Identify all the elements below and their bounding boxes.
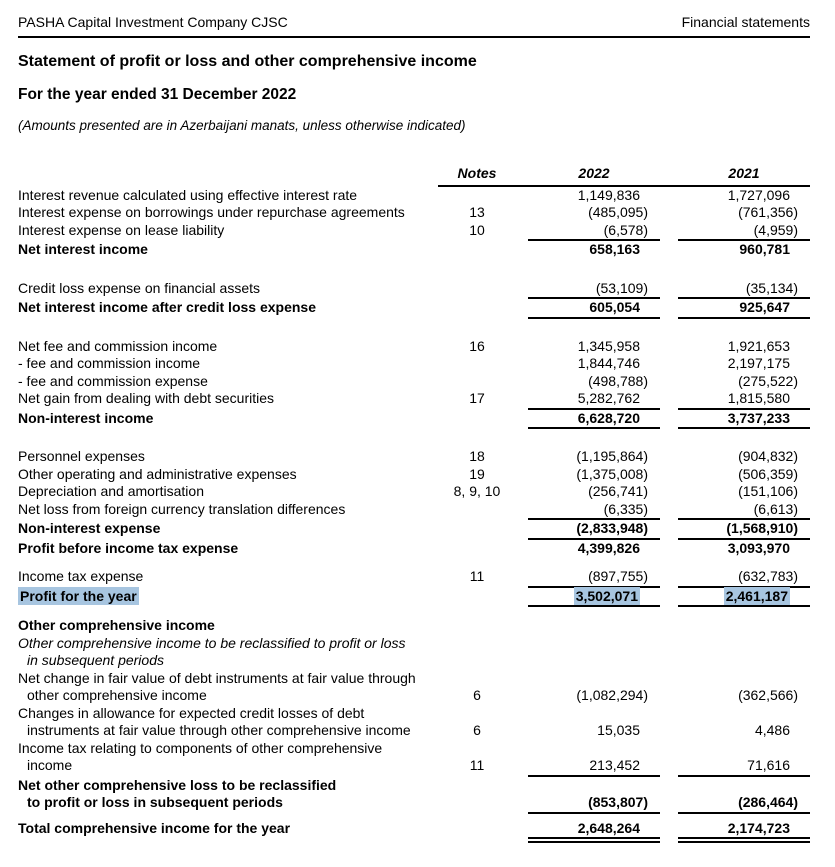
table-body [18,187,810,844]
value-2021 [678,338,810,356]
table-row [18,722,810,740]
table-row [18,617,810,635]
value-text: 1,149,836 [577,186,640,203]
table-row [18,222,810,242]
row-note: 6 [473,687,481,703]
value-text: (853,807) [588,794,648,810]
table-row [18,410,810,430]
value-text: (761,356) [738,204,798,220]
row-label-text: Interest expense on borrowings under repurchase agreements [18,204,405,220]
value-2021 [678,520,810,540]
row-label-text: Net loss from foreign currency translation differences [18,500,346,517]
value-2022 [528,390,660,410]
currency-note: (Amounts presented are in Azerbaijani manats, unless otherwise indicated) [18,118,466,133]
table-row [18,568,810,588]
row-label [18,410,438,428]
value-2022 [528,794,660,814]
value-text: 2,648,264 [577,819,640,836]
row-label-text: Other comprehensive income [18,617,215,633]
row-label-text: Other operating and administrative expenses [18,465,297,482]
value-2022 [528,520,660,540]
value-2022 [528,204,660,222]
value-2021 [678,187,810,205]
value-2022 [528,588,660,608]
row-label [18,588,438,606]
row-label-text: Income tax relating to components of other comprehensive [18,739,383,756]
value-text: (506,359) [738,465,798,482]
value-text: 1,921,653 [727,337,790,354]
value-text: 71,616 [747,757,790,773]
table-row [18,299,810,319]
value-text: 2,197,175 [727,355,790,371]
value-2022 [528,483,660,501]
company-name: PASHA Capital Investment Company CJSC [18,14,288,30]
table-row [18,820,810,844]
row-label-text: Income tax expense [18,568,144,584]
value-2021 [678,687,810,705]
value-2021 [678,568,810,588]
table-row [18,687,810,705]
row-label [18,722,438,740]
table-row [18,652,810,670]
value-text: (498,788) [588,372,648,389]
section-spacer [18,259,810,280]
row-label [18,373,438,391]
table-row [18,794,810,814]
row-label-text: to profit or loss in subsequent periods [27,794,283,810]
value-2021 [678,757,810,777]
value-2022 [528,568,660,588]
statement-period: For the year ended 31 December 2022 [18,86,297,103]
row-note: 8, 9, 10 [453,483,501,499]
row-label [18,617,438,635]
row-label-text: - fee and commission expense [18,372,208,389]
section-spacer [18,557,810,568]
row-label-text: Interest expense on lease liability [18,221,225,238]
value-text: 658,163 [589,241,640,257]
table-row [18,757,810,777]
value-text: 960,781 [739,241,790,257]
row-label [18,740,438,758]
financial-statement-table [18,165,810,843]
row-label-text: Net gain from dealing with debt securities [18,390,275,406]
row-label [18,652,438,670]
row-label [18,635,438,653]
table-row [18,280,810,300]
value-2021 [678,483,810,501]
table-row [18,373,810,391]
row-label-text: Net fee and commission income [18,337,218,354]
value-2021 [678,222,810,242]
value-text: (6,613) [753,500,798,517]
row-label [18,501,438,519]
value-text: (904,832) [738,448,798,464]
value-text: (1,568,910) [726,520,798,536]
row-label [18,820,438,838]
row-label [18,241,438,259]
row-label [18,568,438,586]
table-row [18,390,810,410]
row-label [18,204,438,222]
value-text: (53,109) [595,279,648,296]
row-note: 18 [469,448,485,464]
value-text: 3,502,071 [575,587,638,604]
row-note: 6 [473,722,481,738]
row-label [18,777,438,795]
value-text: (256,741) [588,483,648,499]
value-2021 [678,204,810,222]
table-row [18,355,810,373]
column-header-2022: 2022 [578,165,610,181]
table-row [18,540,810,558]
row-note: 16 [469,337,485,354]
row-label [18,670,438,688]
row-label-text: Interest revenue calculated using effective interest rate [18,186,358,203]
value-2022 [528,222,660,242]
row-label-text: Net other comprehensive loss to be reclassified [18,776,337,793]
value-text: (286,464) [738,794,798,810]
section-spacer [18,319,810,338]
row-label [18,540,438,558]
value-2022 [528,241,660,259]
row-label-text: Profit before income tax expense [18,539,239,556]
value-text: 1,815,580 [727,390,790,406]
value-text: 605,054 [589,299,640,315]
row-label-text: Changes in allowance for expected credit losses of debt [18,704,365,721]
value-text: 2,174,723 [727,819,790,836]
row-label-text: Other comprehensive income to be reclassified to profit or loss [18,634,406,651]
table-row [18,777,810,795]
value-2021 [678,390,810,410]
document-type: Financial statements [681,14,810,30]
value-2021 [678,280,810,300]
table-row [18,187,810,205]
row-label-text: Total comprehensive income for the year [18,819,291,836]
row-label [18,466,438,484]
value-2021 [678,241,810,259]
value-2021 [678,299,810,319]
value-2022 [528,466,660,484]
value-2021 [678,373,810,391]
row-note: 10 [469,221,485,238]
row-label-text: instruments at fair value through other comprehensive income [27,722,411,738]
table-row [18,448,810,466]
table-row [18,501,810,521]
row-label [18,794,438,812]
value-2022 [528,187,660,205]
value-text: 1,727,096 [727,186,790,203]
value-text: (1,082,294) [576,687,648,703]
row-label [18,299,438,317]
table-row [18,670,810,688]
value-2022 [528,501,660,521]
value-2022 [528,540,660,558]
column-header-notes: Notes [457,165,497,181]
row-label [18,390,438,408]
value-2022 [528,757,660,777]
value-text: 3,737,233 [727,409,790,426]
value-text: 2,461,187 [725,587,788,604]
value-2022 [528,355,660,373]
row-label [18,448,438,466]
value-2021 [678,722,810,740]
value-text: (2,833,948) [576,520,648,536]
value-text: (632,783) [738,568,798,584]
value-text: (1,375,008) [576,465,648,482]
row-label [18,355,438,373]
value-text: (275,522) [738,372,798,389]
value-text: (897,755) [588,568,648,584]
table-row [18,635,810,653]
row-label [18,280,438,298]
value-2022 [528,687,660,705]
row-label [18,222,438,240]
row-label-text: - fee and commission income [18,355,201,371]
value-text: 4,486 [754,722,790,738]
value-text: (1,195,864) [576,448,648,464]
value-2021 [678,410,810,430]
table-row [18,241,810,259]
row-note: 17 [469,390,485,406]
row-label [18,705,438,723]
value-text: 4,399,826 [577,539,640,556]
row-note: 11 [469,757,485,773]
value-text: (6,578) [603,221,648,238]
value-2022 [528,280,660,300]
row-label-text: Non-interest expense [18,520,161,536]
section-spacer [18,429,810,448]
value-2022 [528,722,660,740]
value-text: 925,647 [739,299,790,315]
value-2021 [678,501,810,521]
value-2022 [528,410,660,430]
row-label-text: in subsequent periods [27,652,164,668]
value-2022 [528,820,660,844]
table-row [18,705,810,723]
value-text: (6,335) [603,500,648,517]
row-label-text: Net interest income after credit loss expense [18,299,316,315]
row-note: 11 [469,568,485,584]
table-header-row [18,165,810,187]
table-row [18,588,810,608]
row-label-text: Net interest income [18,241,148,257]
value-2021 [678,448,810,466]
table-row [18,338,810,356]
value-text: (4,959) [753,221,798,238]
row-label-text: Personnel expenses [18,448,145,464]
page-header [18,13,810,31]
row-label-text: Net change in fair value of debt instruments at fair value through [18,669,416,686]
row-label-text: Non-interest income [18,409,154,426]
column-header-2021: 2021 [728,165,760,181]
value-2021 [678,588,810,608]
table-row [18,204,810,222]
row-label [18,687,438,705]
table-row [18,520,810,540]
value-text: 3,093,970 [727,539,790,556]
row-label [18,757,438,775]
value-2022 [528,338,660,356]
row-label-text: Credit loss expense on financial assets [18,279,261,296]
value-2022 [528,299,660,319]
value-text: (485,095) [588,204,648,220]
value-text: 213,452 [589,757,640,773]
row-label-text: Depreciation and amortisation [18,483,204,499]
value-2021 [678,540,810,558]
value-2021 [678,466,810,484]
row-label [18,520,438,538]
row-label-text: other comprehensive income [27,687,207,703]
row-note: 19 [469,465,485,482]
value-2022 [528,373,660,391]
value-text: 1,345,958 [577,337,640,354]
value-text: 6,628,720 [577,409,640,426]
table-row [18,466,810,484]
row-note: 13 [469,204,485,220]
value-2021 [678,820,810,844]
value-2021 [678,355,810,373]
header-divider [18,36,810,38]
value-text: 15,035 [597,722,640,738]
row-label-text: income [27,757,73,773]
value-text: (35,134) [745,279,798,296]
row-label [18,338,438,356]
table-row [18,740,810,758]
statement-title: Statement of profit or loss and other comprehensive income [18,53,477,70]
header-columns-group [438,165,810,187]
value-text: (362,566) [738,687,798,703]
row-label [18,187,438,205]
table-row [18,483,810,501]
value-text: 1,844,746 [577,355,640,371]
value-2021 [678,794,810,814]
value-2022 [528,448,660,466]
row-label [18,483,438,501]
value-text: 5,282,762 [577,390,640,406]
value-text: (151,106) [738,483,798,499]
row-label-text: Profit for the year [20,587,137,604]
section-spacer [18,607,810,617]
